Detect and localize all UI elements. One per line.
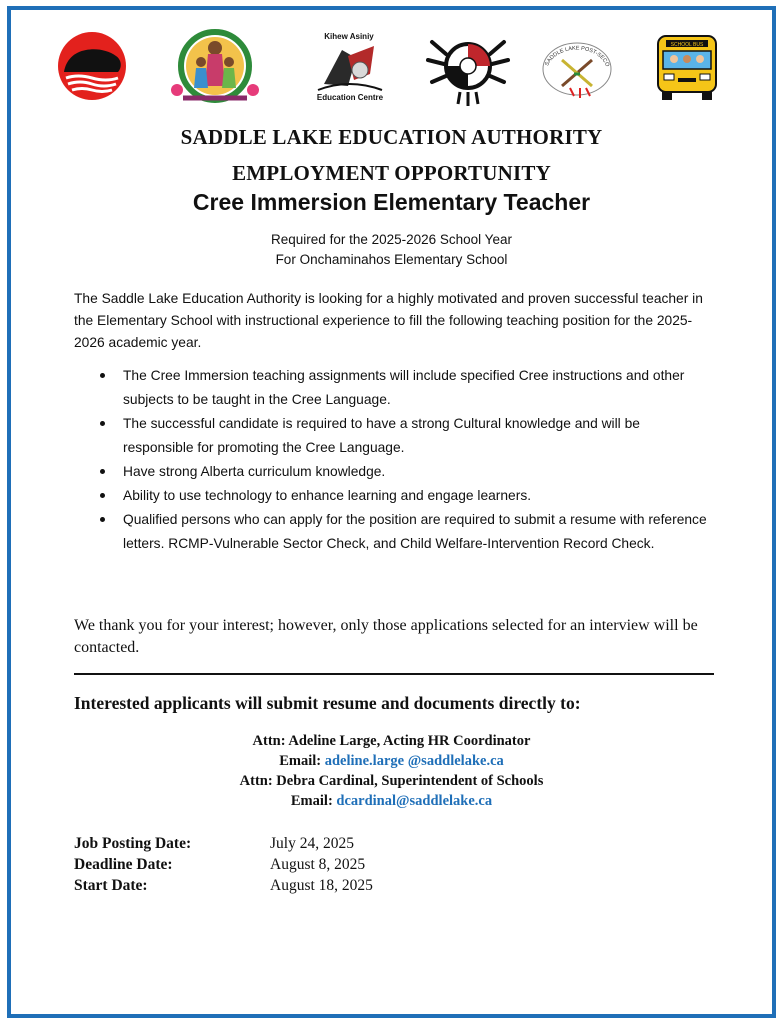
kihew-asiniy-logo	[304, 28, 394, 104]
date-row	[74, 833, 373, 854]
date-label: Job Posting Date:	[74, 835, 192, 852]
post-secondary-logo	[540, 38, 614, 100]
date-row	[74, 875, 373, 896]
position-title: Cree Immersion Elementary Teacher	[192, 189, 591, 215]
contact-attn-2: Attn: Debra Cardinal, Superintendent of Schools	[239, 773, 544, 789]
list-item-text: Ability to use technology to enhance learning and engage learners.	[123, 488, 532, 503]
list-item	[74, 412, 714, 460]
email-label: Email:	[279, 753, 325, 769]
date-value: August 8, 2025	[270, 856, 366, 873]
family-circle-logo	[165, 28, 265, 106]
list-item	[74, 484, 714, 508]
intro-paragraph: The Saddle Lake Education Authority is looking for a highly motivated and proven successful teacher in the Elementary School with instructional experience to fill the following teaching position for the 2025-2026 academic year.	[74, 291, 703, 350]
date-value: July 24, 2025	[270, 835, 354, 852]
bullet-icon	[100, 373, 105, 378]
list-item-text: Have strong Alberta curriculum knowledge.	[123, 464, 386, 479]
kihew-asiniy-text: Kihew Asiniy	[324, 32, 374, 41]
list-item	[74, 508, 714, 556]
divider	[74, 673, 714, 675]
submit-heading: Interested applicants will submit resume and documents directly to:	[74, 693, 581, 713]
date-value: August 18, 2025	[270, 877, 373, 894]
date-label: Start Date:	[74, 877, 148, 894]
email-link[interactable]: dcardinal@saddlelake.ca	[336, 793, 493, 809]
medicine-wheel-logo	[424, 26, 512, 106]
thanks-paragraph: We thank you for your interest; however, only those applications selected for an interview will be contacted.	[74, 617, 698, 656]
date-label: Deadline Date:	[74, 856, 173, 873]
list-item-text: The Cree Immersion teaching assignments will include specified Cree instructions and other subjects to be taught in the Cree Language.	[123, 368, 685, 407]
requirement-line-2: For Onchaminahos Elementary School	[275, 252, 508, 267]
email-label: Email:	[290, 793, 337, 809]
school-bus-text: SCHOOL BUS	[670, 42, 704, 48]
dates-table	[74, 833, 373, 896]
saddle-lake-buffalo-logo	[52, 30, 132, 102]
list-item	[74, 460, 714, 484]
date-row	[74, 854, 373, 875]
opportunity-title: EMPLOYMENT OPPORTUNITY	[232, 161, 551, 185]
school-bus-logo	[654, 32, 720, 102]
bullet-icon	[100, 469, 105, 474]
bullet-icon	[100, 517, 105, 522]
education-centre-text: Education Centre	[316, 93, 384, 102]
contact-email-line-2	[0, 791, 783, 812]
post-secondary-text: SADDLE LAKE POST-SECO	[544, 45, 611, 68]
bullet-icon	[100, 493, 105, 498]
email-link[interactable]: adeline.large @saddlelake.ca	[324, 753, 504, 769]
contact-email-line-1	[0, 751, 783, 772]
org-title: SADDLE LAKE EDUCATION AUTHORITY	[180, 125, 603, 149]
list-item-text: The successful candidate is required to have a strong Cultural knowledge and will be responsible for promoting the Cree Language.	[123, 416, 640, 455]
list-item-text: Qualified persons who can apply for the position are required to submit a resume with reference letters. RCMP-Vulnerable Sector Check, and Child Welfare-Intervention Record Check.	[123, 512, 707, 551]
list-item	[74, 364, 714, 412]
requirement-line-1: Required for the 2025-2026 School Year	[271, 232, 512, 247]
requirements-list	[74, 364, 714, 556]
contact-attn-1: Attn: Adeline Large, Acting HR Coordinator	[252, 733, 531, 749]
bullet-icon	[100, 421, 105, 426]
